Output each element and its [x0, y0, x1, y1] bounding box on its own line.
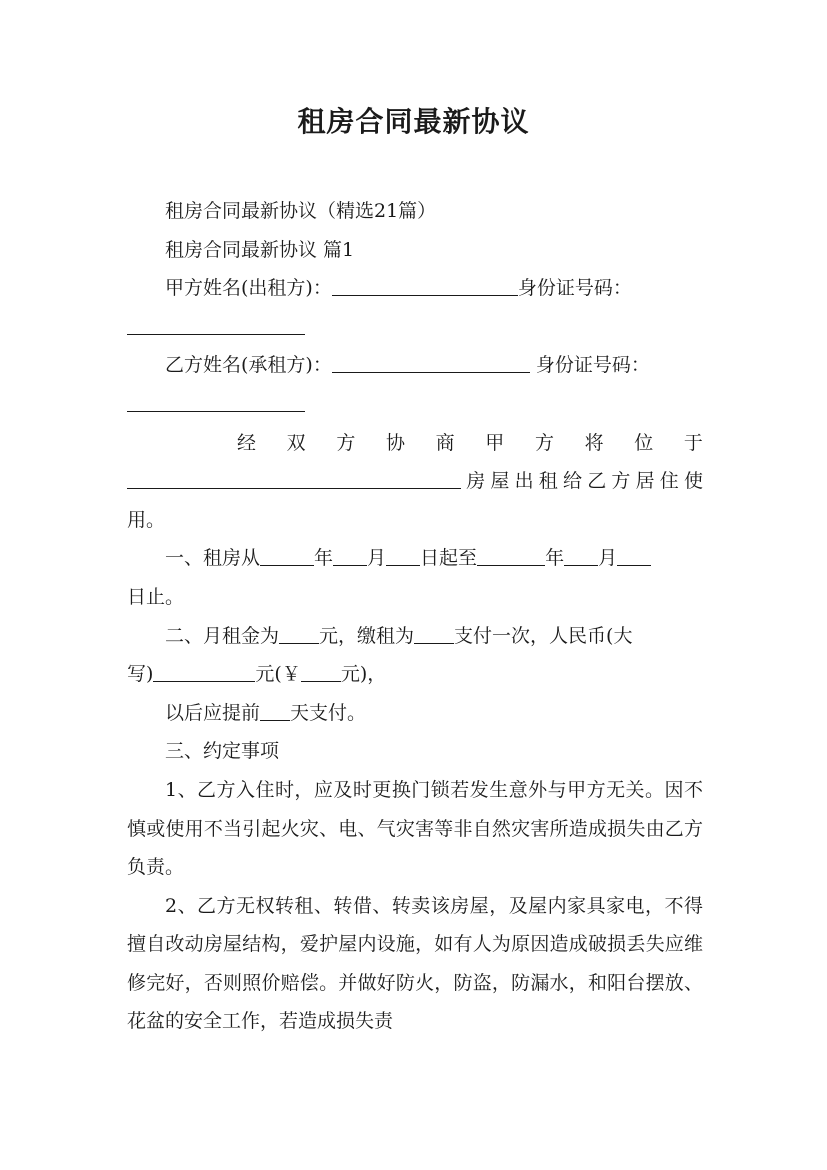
party-a-label: 甲方姓名(出租方)：: [165, 277, 332, 300]
party-b-id-label: 身份证号码：: [535, 354, 650, 377]
spread-char: 位: [634, 431, 654, 454]
party-b-id-line: [127, 385, 703, 424]
clause-1-text: 年: [545, 547, 565, 570]
spread-char: 于: [683, 431, 703, 454]
clause-2b-text: 以后应提前: [165, 701, 261, 724]
subtitle: 租房合同最新协议（精选21篇）: [165, 200, 437, 222]
section-heading: 租房合同最新协议 篇1: [165, 238, 355, 261]
spread-char: 商: [435, 431, 455, 454]
blank: [617, 546, 651, 566]
clause-1-text: 年: [314, 547, 334, 570]
location-after-blank: 房屋出租给乙方居住使: [461, 470, 703, 493]
document-body: [127, 192, 703, 1041]
blank: [260, 546, 314, 566]
item-2: 2、乙方无权转租、转借、转卖该房屋，及屋内家具家电，不得擅自改动房屋结构，爱护屋内设施，如有人为原因造成破损丢失应维修完好，否则照价赔偿。并做好防火，防盗，防漏水，和阳台摆放、花盆的安全工作，若造成损失责: [127, 894, 703, 1033]
party-b-name-blank: [332, 353, 530, 373]
clause-2-text: 写): [127, 663, 154, 686]
party-a-id-label: 身份证号码：: [517, 277, 632, 300]
clause-2-line-2: [127, 655, 703, 694]
document-title: 租房合同最新协议: [297, 105, 530, 138]
blank: [333, 546, 367, 566]
party-a-name-blank: [332, 276, 518, 296]
party-a-id-line: [127, 308, 703, 347]
spread-char: 方: [336, 431, 356, 454]
party-a-line: [127, 269, 703, 308]
clause-1-line: [127, 539, 703, 578]
spread-char: 协: [385, 431, 405, 454]
clause-2-text: 二、月租金为: [165, 624, 280, 647]
clause-2-text: 元)，: [340, 663, 387, 686]
blank: [301, 662, 341, 682]
spread-char: 经: [237, 431, 257, 454]
blank: [564, 546, 598, 566]
party-b-label: 乙方姓名(承租方)：: [165, 354, 332, 377]
location-blank-line: [127, 462, 703, 501]
clause-2-text: 元，缴租为: [319, 624, 415, 647]
location-blank: [127, 469, 461, 489]
clause-1-text: 日起至: [420, 547, 478, 570]
party-b-line: [127, 346, 703, 385]
section-3-heading: 三、约定事项: [165, 740, 280, 763]
blank: [279, 624, 319, 644]
party-a-id-blank: [127, 315, 305, 335]
party-b-id-blank: [127, 392, 305, 412]
spread-char: 双: [286, 431, 306, 454]
blank: [260, 701, 290, 721]
spread-char: 甲: [485, 431, 505, 454]
blank: [386, 546, 420, 566]
item-1: 1、乙方入住时，应及时更换门锁若发生意外与甲方无关。因不慎或使用不当引起火灾、电、气灾害等非自然灾害所造成损失由乙方负责。: [127, 778, 703, 879]
location-spread-line: [127, 424, 703, 463]
location-end: 用。: [127, 508, 166, 531]
clause-2b-line: [127, 694, 703, 733]
spread-char: 方: [534, 431, 554, 454]
spread-char: 将: [584, 431, 604, 454]
clause-1-text: 月: [367, 547, 387, 570]
blank: [477, 546, 545, 566]
clause-1-text: 一、租房从: [165, 547, 261, 570]
clause-2-text: 元(￥: [255, 663, 301, 686]
clause-1-end: 日止。: [127, 585, 185, 608]
clause-2b-text: 天支付。: [290, 701, 367, 724]
clause-1-text: 月: [598, 547, 618, 570]
clause-2-line: [127, 617, 703, 656]
blank: [153, 662, 255, 682]
clause-2-text: 支付一次，人民币(大: [454, 624, 633, 647]
blank: [414, 624, 454, 644]
